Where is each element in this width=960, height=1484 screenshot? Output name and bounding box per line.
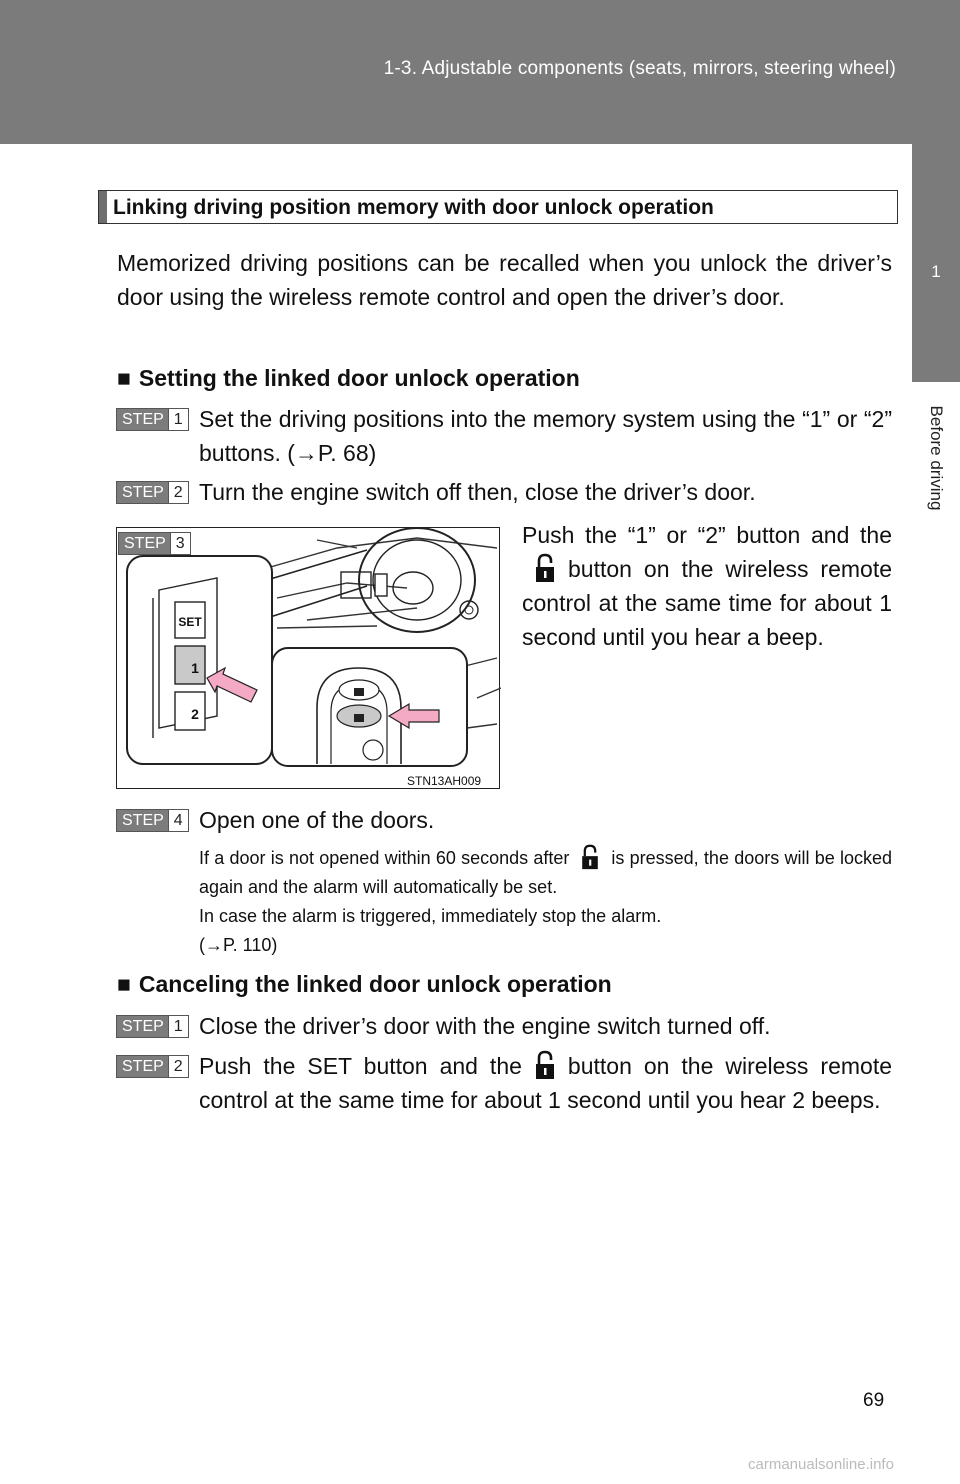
section-title: Linking driving position memory with door unlock operation [113,196,714,219]
unlock-icon [577,844,603,870]
set-button-label: SET [178,615,202,629]
unlock-icon [530,553,560,583]
page-number: 69 [863,1390,885,1411]
memory-buttons-figure [116,527,500,789]
step-badge-setting-1: STEP 1 [116,408,189,431]
section-intro: Memorized driving positions can be recalled when you unlock the driver’s door using the wireless remote control and open the driver’s door. [117,250,892,310]
setting-note: If a door is not opened within 60 seconds after is pressed, the doors will be locked again and the alarm will automatically be set. [199,844,892,902]
chapter-tab[interactable] [912,144,960,382]
setting-step-1-text: Set the driving positions into the memory system using the “1” or “2” buttons. (→P. 68) [199,406,892,466]
setting-note-alarm: In case the alarm is triggered, immediately stop the alarm. [199,906,662,926]
step-badge-setting-4: STEP 4 [116,809,189,832]
chapter-side-label-text: Before driving [927,405,946,511]
setting-step-3-text: Push the “1” or “2” button and thebutton on the wireless remote control at the same time for about 1 second until you hear a beep. [522,522,892,650]
watermark: carmanualsonline.info [748,1456,894,1473]
figure-code: STN13AH009 [407,774,482,788]
step-badge-cancel-1: STEP 1 [116,1015,189,1038]
cancel-step-1-text: Close the driver’s door with the engine switch turned off. [199,1013,771,1039]
setting-note-reference[interactable]: (→P. 110) [199,935,278,955]
page-header [0,0,960,144]
section-title-bar [98,190,898,224]
step-badge-setting-3: STEP 3 [118,532,191,555]
canceling-heading: ■ Canceling the linked door unlock operation [117,971,612,997]
cancel-step-2-text: Push the SET button and the button on the wireless remote control at the same time for about 1 second until you hear 2 beeps. [199,1049,892,1117]
setting-heading: ■ Setting the linked door unlock operation [117,365,580,391]
figure-illustration [117,528,501,790]
step-badge-setting-2: STEP 2 [116,481,189,504]
chapter-side-label [912,390,960,540]
square-bullet-icon: ■ [117,365,131,391]
setting-step-2-text: Turn the engine switch off then, close the driver’s door. [199,479,756,505]
unlock-icon [530,1050,560,1080]
memory-button-2-label: 2 [191,706,199,722]
memory-button-1-label: 1 [191,660,199,676]
setting-step-4-text: Open one of the doors. [199,807,435,833]
square-bullet-icon: ■ [117,971,131,997]
step-badge-cancel-2: STEP 2 [116,1055,189,1078]
chapter-title: 1-3. Adjustable components (seats, mirrors, steering wheel) [383,58,896,79]
section-marker [99,191,107,223]
chapter-tab-number: 1 [931,262,941,281]
